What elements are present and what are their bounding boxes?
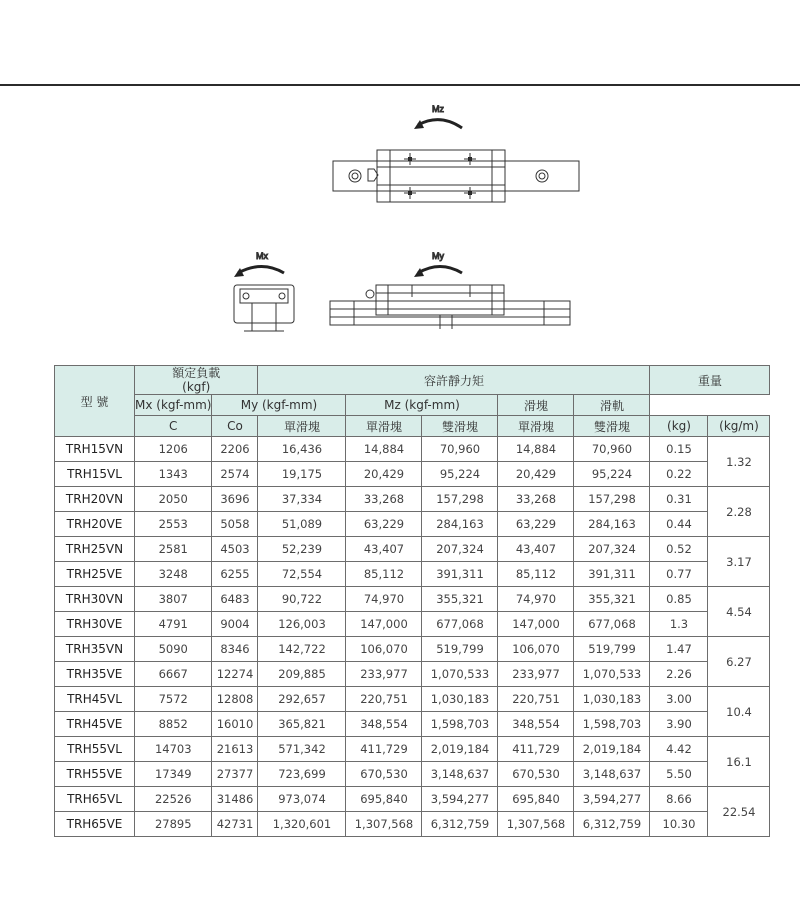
rail-unit-header: (kg/m) — [708, 416, 770, 437]
model-cell: TRH15VN — [55, 437, 135, 462]
mx-cell: 72,554 — [258, 562, 346, 587]
model-cell: TRH35VE — [55, 662, 135, 687]
my1-cell: 147,000 — [346, 612, 422, 637]
my2-cell: 391,311 — [422, 562, 498, 587]
c-cell: 3248 — [135, 562, 212, 587]
mx-cell: 142,722 — [258, 637, 346, 662]
mz1-cell: 670,530 — [498, 762, 574, 787]
table-row — [55, 712, 770, 737]
my1-cell: 233,977 — [346, 662, 422, 687]
c-cell: 3807 — [135, 587, 212, 612]
mx-cell: 209,885 — [258, 662, 346, 687]
my1-cell: 411,729 — [346, 737, 422, 762]
c-cell: 14703 — [135, 737, 212, 762]
my1-cell: 74,970 — [346, 587, 422, 612]
c-cell: 4791 — [135, 612, 212, 637]
rail-weight-cell: 22.54 — [708, 787, 770, 837]
block-unit-header: (kg) — [650, 416, 708, 437]
mz2-cell: 1,030,183 — [574, 687, 650, 712]
mz1-cell: 85,112 — [498, 562, 574, 587]
model-cell: TRH45VL — [55, 687, 135, 712]
co-cell: 3696 — [212, 487, 258, 512]
c-header: C — [135, 416, 212, 437]
mz2-cell: 207,324 — [574, 537, 650, 562]
block-cell: 10.30 — [650, 812, 708, 837]
table-row — [55, 512, 770, 537]
mz2-cell: 391,311 — [574, 562, 650, 587]
table-row — [55, 662, 770, 687]
my2-cell: 355,321 — [422, 587, 498, 612]
model-cell: TRH20VN — [55, 487, 135, 512]
mz2-cell: 519,799 — [574, 637, 650, 662]
my2-cell: 6,312,759 — [422, 812, 498, 837]
mz2-cell: 1,598,703 — [574, 712, 650, 737]
mz2-cell: 3,148,637 — [574, 762, 650, 787]
mx-header: Mx (kgf-mm) — [135, 395, 212, 416]
mz1-cell: 1,307,568 — [498, 812, 574, 837]
co-cell: 9004 — [212, 612, 258, 637]
my2-cell: 157,298 — [422, 487, 498, 512]
block-cell: 3.90 — [650, 712, 708, 737]
my-header: My (kgf-mm) — [212, 395, 346, 416]
model-cell: TRH25VN — [55, 537, 135, 562]
model-cell: TRH15VL — [55, 462, 135, 487]
rail-weight-cell: 6.27 — [708, 637, 770, 687]
table-row — [55, 437, 770, 462]
co-cell: 16010 — [212, 712, 258, 737]
table-row — [55, 612, 770, 637]
co-cell: 12808 — [212, 687, 258, 712]
block-cell: 3.00 — [650, 687, 708, 712]
my-double-header: 雙滑塊 — [422, 416, 498, 437]
my1-cell: 20,429 — [346, 462, 422, 487]
c-cell: 2581 — [135, 537, 212, 562]
mx-cell: 52,239 — [258, 537, 346, 562]
mz2-cell: 3,594,277 — [574, 787, 650, 812]
co-cell: 2574 — [212, 462, 258, 487]
top-divider — [0, 84, 800, 86]
c-cell: 1206 — [135, 437, 212, 462]
mx-end-view — [234, 251, 294, 331]
block-cell: 0.77 — [650, 562, 708, 587]
my1-cell: 220,751 — [346, 687, 422, 712]
mz1-cell: 411,729 — [498, 737, 574, 762]
mz1-cell: 20,429 — [498, 462, 574, 487]
co-cell: 6483 — [212, 587, 258, 612]
co-cell: 42731 — [212, 812, 258, 837]
c-cell: 1343 — [135, 462, 212, 487]
my2-cell: 95,224 — [422, 462, 498, 487]
co-header: Co — [212, 416, 258, 437]
block-cell: 4.42 — [650, 737, 708, 762]
my1-cell: 14,884 — [346, 437, 422, 462]
mx-cell: 126,003 — [258, 612, 346, 637]
my1-cell: 348,554 — [346, 712, 422, 737]
mx-cell: 292,657 — [258, 687, 346, 712]
my2-cell: 207,324 — [422, 537, 498, 562]
table-row — [55, 487, 770, 512]
block-cell: 0.85 — [650, 587, 708, 612]
c-cell: 8852 — [135, 712, 212, 737]
my1-cell: 695,840 — [346, 787, 422, 812]
co-cell: 31486 — [212, 787, 258, 812]
mz2-cell: 1,070,533 — [574, 662, 650, 687]
model-cell: TRH65VL — [55, 787, 135, 812]
mx-cell: 723,699 — [258, 762, 346, 787]
mx-cell: 37,334 — [258, 487, 346, 512]
block-cell: 5.50 — [650, 762, 708, 787]
my-single-header: 單滑塊 — [346, 416, 422, 437]
mz1-cell: 33,268 — [498, 487, 574, 512]
spec-rows — [55, 437, 770, 837]
block-cell: 1.47 — [650, 637, 708, 662]
mx-cell: 571,342 — [258, 737, 346, 762]
c-cell: 2553 — [135, 512, 212, 537]
block-cell: 0.15 — [650, 437, 708, 462]
block-cell: 0.52 — [650, 537, 708, 562]
my2-cell: 1,598,703 — [422, 712, 498, 737]
mx-cell: 19,175 — [258, 462, 346, 487]
specification-table — [54, 365, 770, 837]
my-side-view — [330, 251, 570, 329]
rated-load-title: 額定負載 — [172, 366, 221, 380]
model-header: 型 號 — [55, 366, 135, 437]
model-cell: TRH65VE — [55, 812, 135, 837]
mz1-cell: 348,554 — [498, 712, 574, 737]
rail-weight-header: 滑軌 — [574, 395, 650, 416]
mx-label: Mx — [256, 251, 268, 261]
mz-single-header: 單滑塊 — [498, 416, 574, 437]
table-row — [55, 812, 770, 837]
mz2-cell: 6,312,759 — [574, 812, 650, 837]
table-row — [55, 737, 770, 762]
co-cell: 6255 — [212, 562, 258, 587]
mx-single-header: 單滑塊 — [258, 416, 346, 437]
rated-load-unit: (kgf) — [182, 380, 211, 394]
block-cell: 0.31 — [650, 487, 708, 512]
mz1-cell: 233,977 — [498, 662, 574, 687]
co-cell: 4503 — [212, 537, 258, 562]
co-cell: 27377 — [212, 762, 258, 787]
my2-cell: 677,068 — [422, 612, 498, 637]
my2-cell: 1,070,533 — [422, 662, 498, 687]
mz2-cell: 157,298 — [574, 487, 650, 512]
mz1-cell: 14,884 — [498, 437, 574, 462]
table-row — [55, 762, 770, 787]
my2-cell: 70,960 — [422, 437, 498, 462]
mz2-cell: 677,068 — [574, 612, 650, 637]
mx-cell: 973,074 — [258, 787, 346, 812]
mz1-cell: 63,229 — [498, 512, 574, 537]
model-cell: TRH25VE — [55, 562, 135, 587]
co-cell: 2206 — [212, 437, 258, 462]
my1-cell: 106,070 — [346, 637, 422, 662]
static-moment-header: 容許靜力矩 — [258, 366, 650, 395]
mz-top-view — [333, 104, 579, 202]
rail-weight-cell: 2.28 — [708, 487, 770, 537]
rail-weight-cell: 16.1 — [708, 737, 770, 787]
my1-cell: 63,229 — [346, 512, 422, 537]
block-cell: 0.44 — [650, 512, 708, 537]
table-row — [55, 637, 770, 662]
table-row — [55, 462, 770, 487]
my2-cell: 3,148,637 — [422, 762, 498, 787]
table-row — [55, 587, 770, 612]
my2-cell: 519,799 — [422, 637, 498, 662]
c-cell: 27895 — [135, 812, 212, 837]
co-cell: 8346 — [212, 637, 258, 662]
co-cell: 12274 — [212, 662, 258, 687]
my1-cell: 43,407 — [346, 537, 422, 562]
mz1-cell: 74,970 — [498, 587, 574, 612]
mx-cell: 365,821 — [258, 712, 346, 737]
mx-cell: 51,089 — [258, 512, 346, 537]
mz2-cell: 2,019,184 — [574, 737, 650, 762]
my1-cell: 1,307,568 — [346, 812, 422, 837]
my2-cell: 2,019,184 — [422, 737, 498, 762]
mx-cell: 1,320,601 — [258, 812, 346, 837]
table-row — [55, 537, 770, 562]
my2-cell: 3,594,277 — [422, 787, 498, 812]
c-cell: 22526 — [135, 787, 212, 812]
model-cell: TRH45VE — [55, 712, 135, 737]
my1-cell: 670,530 — [346, 762, 422, 787]
mz2-cell: 95,224 — [574, 462, 650, 487]
rail-weight-cell: 10.4 — [708, 687, 770, 737]
block-weight-header: 滑塊 — [498, 395, 574, 416]
model-cell: TRH20VE — [55, 512, 135, 537]
mz-header: Mz (kgf-mm) — [346, 395, 498, 416]
mz1-cell: 147,000 — [498, 612, 574, 637]
mz2-cell: 70,960 — [574, 437, 650, 462]
c-cell: 17349 — [135, 762, 212, 787]
rated-load-header — [135, 366, 258, 395]
moment-diagram — [0, 95, 800, 345]
model-cell: TRH55VL — [55, 737, 135, 762]
my1-cell: 33,268 — [346, 487, 422, 512]
mz2-cell: 284,163 — [574, 512, 650, 537]
mx-cell: 90,722 — [258, 587, 346, 612]
model-cell: TRH30VE — [55, 612, 135, 637]
rail-weight-cell: 1.32 — [708, 437, 770, 487]
block-cell: 0.22 — [650, 462, 708, 487]
model-cell: TRH55VE — [55, 762, 135, 787]
block-cell: 2.26 — [650, 662, 708, 687]
mz1-cell: 43,407 — [498, 537, 574, 562]
mz-double-header: 雙滑塊 — [574, 416, 650, 437]
co-cell: 21613 — [212, 737, 258, 762]
c-cell: 2050 — [135, 487, 212, 512]
weight-header: 重量 — [650, 366, 770, 395]
table-row — [55, 562, 770, 587]
rail-weight-cell: 4.54 — [708, 587, 770, 637]
table-row — [55, 787, 770, 812]
c-cell: 7572 — [135, 687, 212, 712]
my1-cell: 85,112 — [346, 562, 422, 587]
rail-weight-cell: 3.17 — [708, 537, 770, 587]
my2-cell: 284,163 — [422, 512, 498, 537]
mz1-cell: 695,840 — [498, 787, 574, 812]
my-label: My — [432, 251, 444, 261]
mz1-cell: 220,751 — [498, 687, 574, 712]
block-cell: 8.66 — [650, 787, 708, 812]
table-row — [55, 687, 770, 712]
block-cell: 1.3 — [650, 612, 708, 637]
mz1-cell: 106,070 — [498, 637, 574, 662]
model-cell: TRH30VN — [55, 587, 135, 612]
c-cell: 6667 — [135, 662, 212, 687]
model-cell: TRH35VN — [55, 637, 135, 662]
mz2-cell: 355,321 — [574, 587, 650, 612]
my2-cell: 1,030,183 — [422, 687, 498, 712]
c-cell: 5090 — [135, 637, 212, 662]
co-cell: 5058 — [212, 512, 258, 537]
mz-label: Mz — [432, 104, 444, 114]
mx-cell: 16,436 — [258, 437, 346, 462]
